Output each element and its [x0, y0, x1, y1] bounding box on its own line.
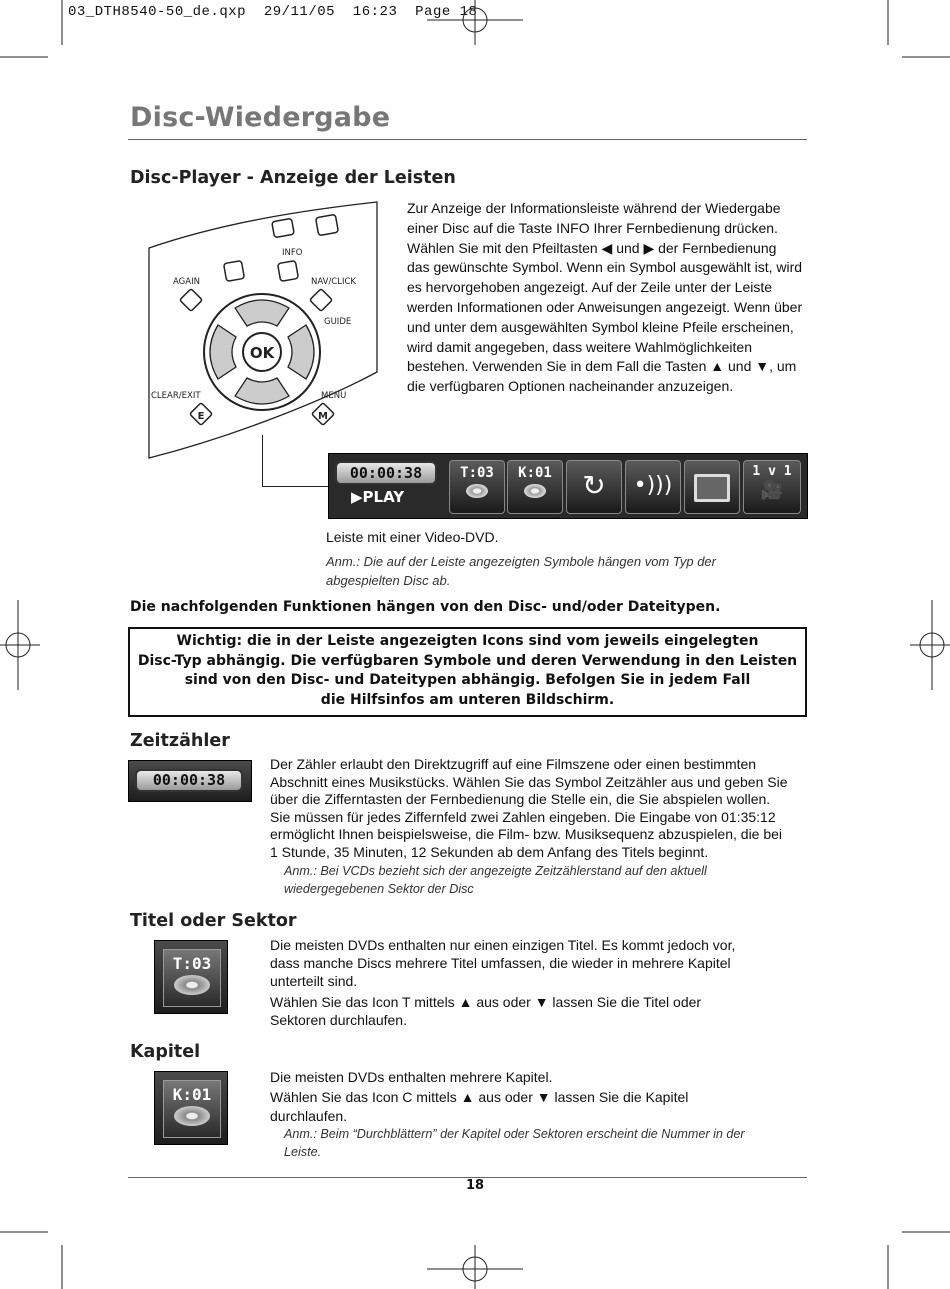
chapter-icon — [154, 1071, 228, 1145]
clear-exit-label: CLEAR/EXIT — [151, 391, 201, 401]
time-counter-icon — [128, 760, 252, 802]
camera-icon: 🎥 — [760, 480, 784, 500]
chapter-icon-text: K:01 — [172, 1085, 212, 1104]
guide-label: GUIDE — [324, 317, 352, 327]
zeitzaehler-line: über die Zifferntasten der Fernbedienung die Stelle ein, die Sie abspielen wollen. — [270, 791, 771, 808]
important-line: Disc-Typ abhängig. Die verfügbaren Symbole und deren Verwendung in den Leisten — [137, 652, 798, 669]
play-status — [351, 488, 404, 506]
note-line: Anm.: Beim “Durchblättern” der Kapitel oder Sektoren erscheint die Nummer in der — [284, 1127, 745, 1141]
menu-label: MENU — [321, 391, 347, 401]
repeat-icon: ↻ — [566, 460, 622, 514]
title-rule — [128, 139, 807, 140]
angle-cell — [743, 460, 801, 514]
disc-icon — [174, 1106, 210, 1126]
zeitzaehler-heading: Zeitzähler — [130, 731, 230, 751]
intro-line: einer Disc auf die Taste INFO Ihrer Fernbedienung drücken. — [407, 219, 778, 236]
zeitzaehler-note — [284, 863, 707, 898]
bar-note — [326, 552, 716, 590]
zeitzaehler-line: Abschnitt eines Musikstücks. Wählen Sie das Symbol Zeitzähler aus und geben Sie — [270, 773, 788, 790]
zeitzaehler-line: Sie müssen für jedes Ziffernfeld zwei Zahlen eingeben. Die Eingabe von 01:35:12 — [270, 808, 776, 825]
bar-caption: Leiste mit einer Video-DVD. — [326, 529, 499, 545]
disc-icon — [466, 484, 488, 498]
kapitel-heading: Kapitel — [130, 1042, 201, 1062]
important-line: Wichtig: die in der Leiste angezeigten Icons sind vom jeweils eingelegten — [176, 633, 759, 649]
intro-line: bestehen. Verwenden Sie in dem Fall die Tasten ▲ und ▼, um — [407, 358, 797, 375]
zeitzaehler-line: 1 Stunde, 35 Minuten, 12 Sekunden ab dem Anfang des Titels beginnt. — [270, 843, 709, 860]
connector-line — [262, 435, 263, 486]
titel-heading: Titel oder Sektor — [130, 911, 297, 931]
titel-text — [270, 936, 806, 1029]
print-header: 03_DTH8540-50_de.qxp 29/11/05 16:23 Page 18 — [68, 4, 478, 20]
important-line: sind von den Disc- und Dateitypen abhängig. Befolgen Sie in jedem Fall — [184, 672, 751, 689]
connector-line-h — [262, 486, 329, 487]
kapitel-note — [284, 1126, 745, 1161]
intro-line: werden Informationen oder Anweisungen angezeigt. Wenn über — [407, 298, 803, 315]
disc-icon — [524, 484, 546, 498]
chapter-cell — [507, 460, 563, 514]
title-icon — [154, 940, 228, 1014]
audio-icon: •))) — [625, 460, 681, 514]
time-counter-icon-text: 00:00:38 — [135, 769, 243, 792]
title-cell-label: T:03 — [460, 465, 494, 481]
titel-line: Die meisten DVDs enthalten nur einen einzigen Titel. Es kommt jedoch vor, — [270, 937, 736, 953]
kapitel-text — [270, 1068, 806, 1125]
important-line: die Hilfsinfos am unteren Bildschirm. — [320, 691, 615, 708]
navclick-label: NAV/CLICK — [311, 277, 356, 287]
zeitzaehler-line: Der Zähler erlaubt den Direktzugriff auf eine Filmszene oder einen bestimmten — [270, 756, 757, 772]
intro-text — [407, 199, 807, 397]
functions-heading: Die nachfolgenden Funktionen hängen von den Disc- und/oder Dateitypen. — [130, 599, 721, 615]
note-line: Anm.: Die auf der Leiste angezeigten Symbole hängen vom Typ der — [326, 554, 716, 569]
intro-line: die verfügbaren Optionen nacheinander anzuzeigen. — [407, 378, 734, 395]
kapitel-line: durchlaufen. — [270, 1107, 348, 1124]
title-icon-text: T:03 — [172, 954, 212, 973]
zeitzaehler-text — [270, 756, 806, 862]
info-label: INFO — [282, 248, 303, 258]
subtitle-icon — [684, 460, 740, 514]
again-label: AGAIN — [173, 277, 200, 287]
titel-line: Sektoren durchlaufen. — [270, 1012, 407, 1028]
page-title: Disc-Wiedergabe — [130, 102, 391, 133]
e-key-label: E — [197, 411, 205, 422]
title-cell — [449, 460, 505, 514]
ok-label: OK — [249, 344, 275, 362]
chapter-cell-label: K:01 — [518, 465, 552, 481]
intro-line: es hervorgehoben angezeigt. Auf der Zeile unter der Leiste — [407, 279, 773, 296]
time-counter-display: 00:00:38 — [335, 461, 437, 485]
kapitel-line: Wählen Sie das Icon C mittels ▲ aus oder ▼ lassen Sie die Kapitel — [270, 1089, 689, 1106]
intro-line: Zur Anzeige der Informationsleiste während der Wiedergabe — [407, 200, 781, 216]
disc-icon — [174, 975, 210, 995]
important-notice-box — [128, 627, 807, 717]
titel-line: unterteilt sind. — [270, 973, 358, 989]
remote-control-illustration — [145, 200, 385, 462]
titel-line: dass manche Discs mehrere Titel umfassen, die wieder in mehrere Kapitel — [270, 955, 731, 971]
angle-cell-label: 1 v 1 — [752, 464, 792, 479]
intro-line: Wählen Sie mit den Pfeiltasten ◀ und ▶ der Fernbedienung — [407, 239, 777, 256]
note-line: abgespielten Disc ab. — [326, 573, 451, 588]
zeitzaehler-line: ermöglicht Ihnen beispielsweise, die Film- bzw. Musiksequenz abzuspielen, die bei — [270, 826, 783, 843]
info-bar — [328, 453, 808, 519]
intro-line: das gewünschte Symbol. Wenn ein Symbol ausgewählt ist, wird — [407, 259, 803, 276]
note-line: Leiste. — [284, 1144, 322, 1159]
intro-line: wird damit angegeben, dass weitere Wahlmöglichkeiten — [407, 338, 752, 355]
section-heading-bars: Disc-Player - Anzeige der Leisten — [130, 168, 456, 188]
note-line: wiedergegebenen Sektor der Disc — [284, 881, 474, 896]
page-number: 18 — [465, 1178, 485, 1193]
note-line: Anm.: Bei VCDs bezieht sich der angezeigte Zeitzählerstand auf den aktuell — [284, 864, 707, 878]
m-key-label: M — [318, 411, 328, 422]
kapitel-line: Die meisten DVDs enthalten mehrere Kapitel. — [270, 1069, 553, 1085]
play-icon: ▶ — [351, 488, 363, 506]
play-label: PLAY — [362, 488, 405, 506]
titel-line: Wählen Sie das Icon T mittels ▲ aus oder ▼ lassen Sie die Titel oder — [270, 994, 702, 1010]
intro-line: und unter dem ausgewählten Symbol kleine Pfeile erscheinen, — [407, 318, 794, 335]
